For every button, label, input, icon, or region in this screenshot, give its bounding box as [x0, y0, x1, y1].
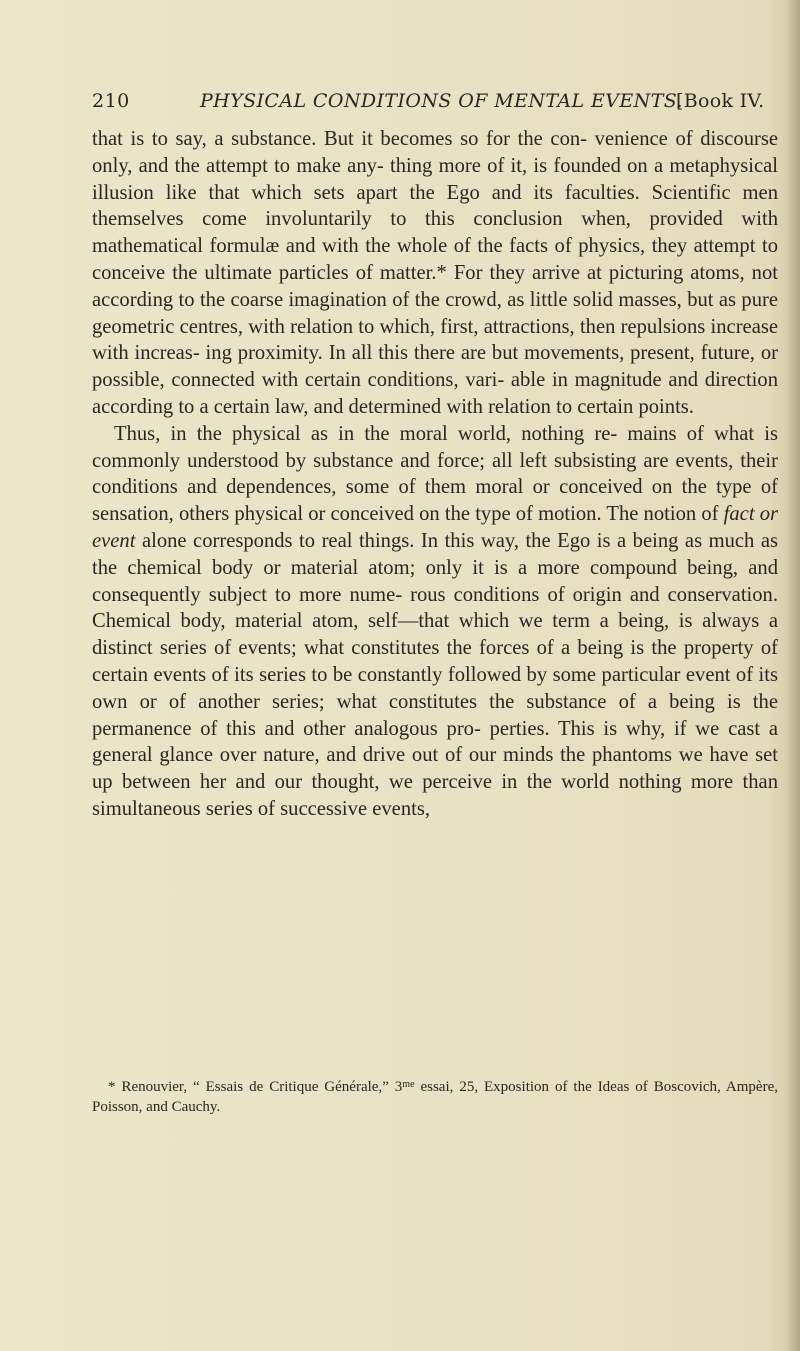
paragraph-1-part-a: that is to say, a substance. But it becomes so for the con- venience of discourse only, and the attempt to make any- thing more of it, is founded on a metaphysical illusion like that which sets apart the Ego and its faculties. Scientific men themselves come involuntarily to this conclusion when, provided with mathematical formulæ and with the whole of the facts of physics, they attempt to conceive the ultimate particles of matter.	[92, 128, 778, 284]
footnote-text-b: essai, 25, Exposition of the Ideas of Boscovich, Ampère, Poisson, and Cauchy.	[92, 1079, 778, 1115]
paragraph-2	[92, 421, 778, 823]
body-text	[92, 126, 778, 823]
paragraph-2-part-a: Thus, in the physical as in the moral world, nothing re- mains of what is commonly understood by substance and force; all left subsisting are events, their conditions and dependences, some of them moral or conceived on the type of sensation, others physical or conceived on the type of motion. The notion of	[92, 422, 778, 526]
footnote-text-a: Renouvier, “ Essais de Critique Générale,” 3	[115, 1079, 403, 1095]
paragraph-2-part-b: alone corresponds to real things. In this way, the Ego is a being as much as the chemical body or material atom; only it is a more compound being, and consequently subject to more nume- rous conditions of origin and conservation. Chemical body, material atom, self—that which we term a being, is always a distinct series of events; what constitutes the forces of a being is the property of certain events of its series to be constantly followed by some particular event of its own or of another series; what constitutes the substance of a being is the permanence of this and other analogous pro- perties. This is why, if we cast a general glance over nature, and drive out of our minds the phantoms we have set up between her and our thought, we perceive in the world nothing more than simultaneous series of successive events,	[92, 529, 778, 820]
running-title: PHYSICAL CONDITIONS OF MENTAL EVENTS.	[200, 90, 683, 112]
footnote	[92, 1077, 778, 1117]
italic-phrase: fact or event	[92, 503, 778, 552]
book-reference: [Book IV.	[676, 90, 765, 112]
footnote-marker: *	[436, 261, 447, 284]
paragraph-1	[92, 126, 778, 421]
footnote-superscript: me	[402, 1079, 415, 1090]
footnote-mark: *	[108, 1079, 116, 1095]
page-edge-shadow	[786, 0, 800, 1351]
page-number: 210	[92, 90, 130, 112]
page-header	[92, 90, 782, 120]
paragraph-1-part-b: For they arrive at picturing atoms, not according to the coarse imagination of the crowd, as little solid masses, but as pure geometric centres, with relation to which, first, attractions, then repulsions increase with increas- ing proximity. In all this there are but movements, present, future, or possible, connected with certain conditions, vari- able in magnitude and direction according to a certain law, and determined with relation to certain points.	[92, 261, 778, 418]
